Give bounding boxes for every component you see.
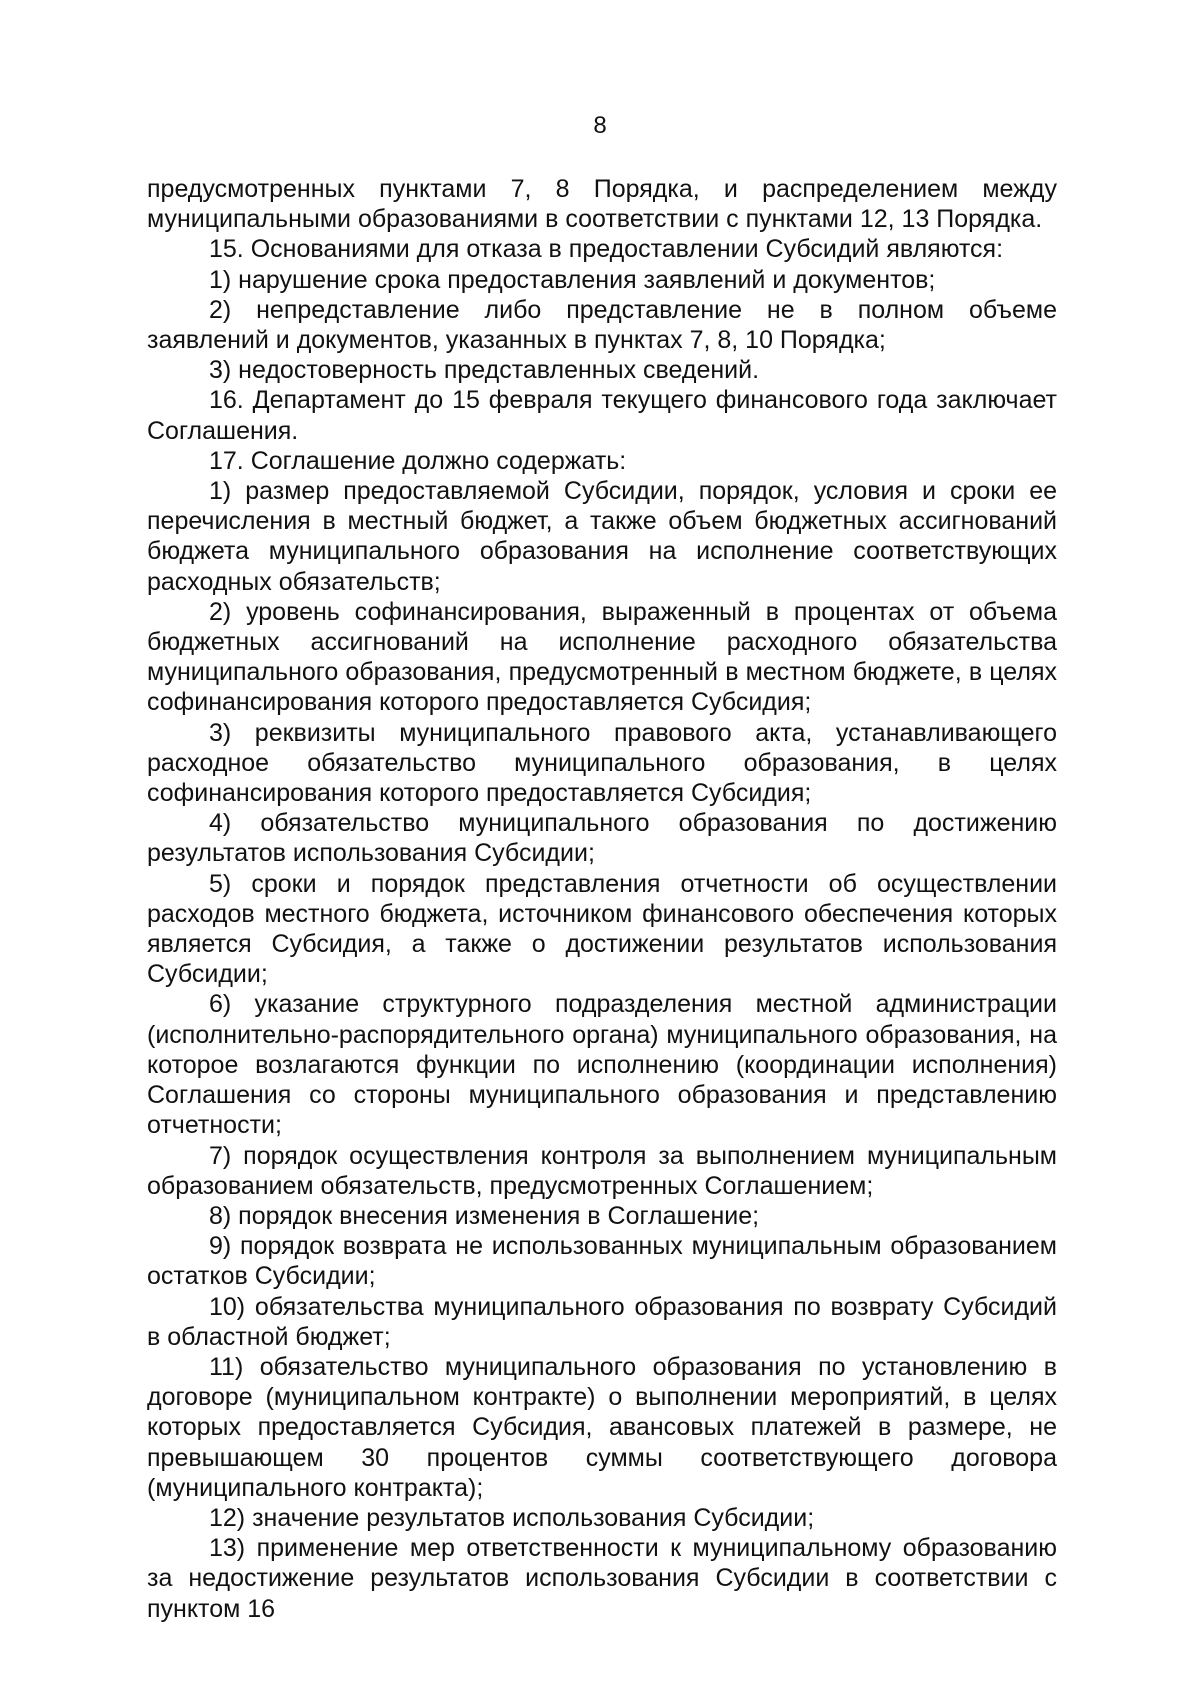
paragraph-clause-17-item-11: 11) обязательство муниципального образования по установлению в договоре (муниципальном контракте) о выполнении мероприятий, в целях которых предоставляется Субсидия, авансовых платежей в размере, не превышающем 30 процентов суммы соответствующего договора (муниципального контракта);: [147, 1352, 1057, 1502]
paragraph-clause-17: 17. Соглашение должно содержать:: [209, 446, 627, 475]
paragraph-clause-15-item-2: 2) непредставление либо представление не в полном объеме заявлений и документов, указанных в пунктах 7, 8, 10 Порядка;: [147, 295, 1057, 355]
paragraph-clause-17-item-4: 4) обязательство муниципального образования по достижению результатов использования Субсидии;: [147, 809, 1057, 868]
paragraph-clause-17-item-7: 7) порядок осуществления контроля за выполнением муниципальным образованием обязательств, предусмотренных Соглашением;: [147, 1141, 1057, 1200]
paragraph-clause-15-item-3: 3) недостоверность представленных сведений.: [209, 356, 760, 385]
paragraph-clause-17-item-1: 1) размер предоставляемой Субсидии, порядок, условия и сроки ее перечисления в местный бюджет, а также объем бюджетных ассигнований бюджета муниципального образования на исполнение соответствующих расходных обязательств;: [147, 477, 1057, 596]
paragraph-clause-17-item-13: 13) применение мер ответственности к муниципальному образованию за недостижение результатов использования Субсидии в соответствии с пунктом 16: [147, 1534, 1057, 1623]
paragraph-clause-17-item-8: 8) порядок внесения изменения в Соглашение;: [209, 1201, 760, 1230]
paragraph-clause-17-item-5: 5) сроки и порядок представления отчетности об осуществлении расходов местного бюджета, источником финансового обеспечения которых является Субсидия, а также о достижении результатов использования Субсидии;: [147, 869, 1057, 989]
paragraph-clause-17-item-6: 6) указание структурного подразделения местной администрации (исполнительно-распорядительного органа) муниципального образования, на которое возлагаются функции по исполнению (координации исполнения) Соглашения со стороны муниципального образования и представлению отчетности;: [147, 990, 1057, 1140]
paragraph-clause-17-item-3: 3) реквизиты муниципального правового акта, устанавливающего расходное обязательство муниципального образования, в целях софинансирования которого предоставляется Субсидия;: [147, 718, 1057, 808]
paragraph-continuation: предусмотренных пунктами 7, 8 Порядка, и распределением между муниципальными образованиями в соответствии с пунктами 12, 13 Порядка.: [147, 175, 1057, 234]
paragraph-clause-16: 16. Департамент до 15 февраля текущего финансового года заключает Соглашения.: [147, 386, 1057, 445]
paragraph-clause-15: 15. Основаниями для отказа в предоставлении Субсидий являются:: [209, 235, 1004, 264]
paragraph-clause-15-item-1: 1) нарушение срока предоставления заявлений и документов;: [209, 265, 936, 294]
paragraph-clause-17-item-12: 12) значение результатов использования Субсидии;: [209, 1503, 815, 1532]
paragraph-clause-17-item-9: 9) порядок возврата не использованных муниципальным образованием остатков Субсидии;: [147, 1232, 1057, 1291]
page-number: 8: [593, 112, 607, 139]
paragraph-clause-17-item-2: 2) уровень софинансирования, выраженный в процентах от объема бюджетных ассигнований на исполнение расходного обязательства муниципального образования, предусмотренный в местном бюджете, в целях софинансирования которого предоставляется Субсидия;: [147, 597, 1057, 717]
paragraph-clause-17-item-10: 10) обязательства муниципального образования по возврату Субсидий в областной бюджет;: [147, 1292, 1057, 1351]
document-body: [147, 174, 1057, 1624]
